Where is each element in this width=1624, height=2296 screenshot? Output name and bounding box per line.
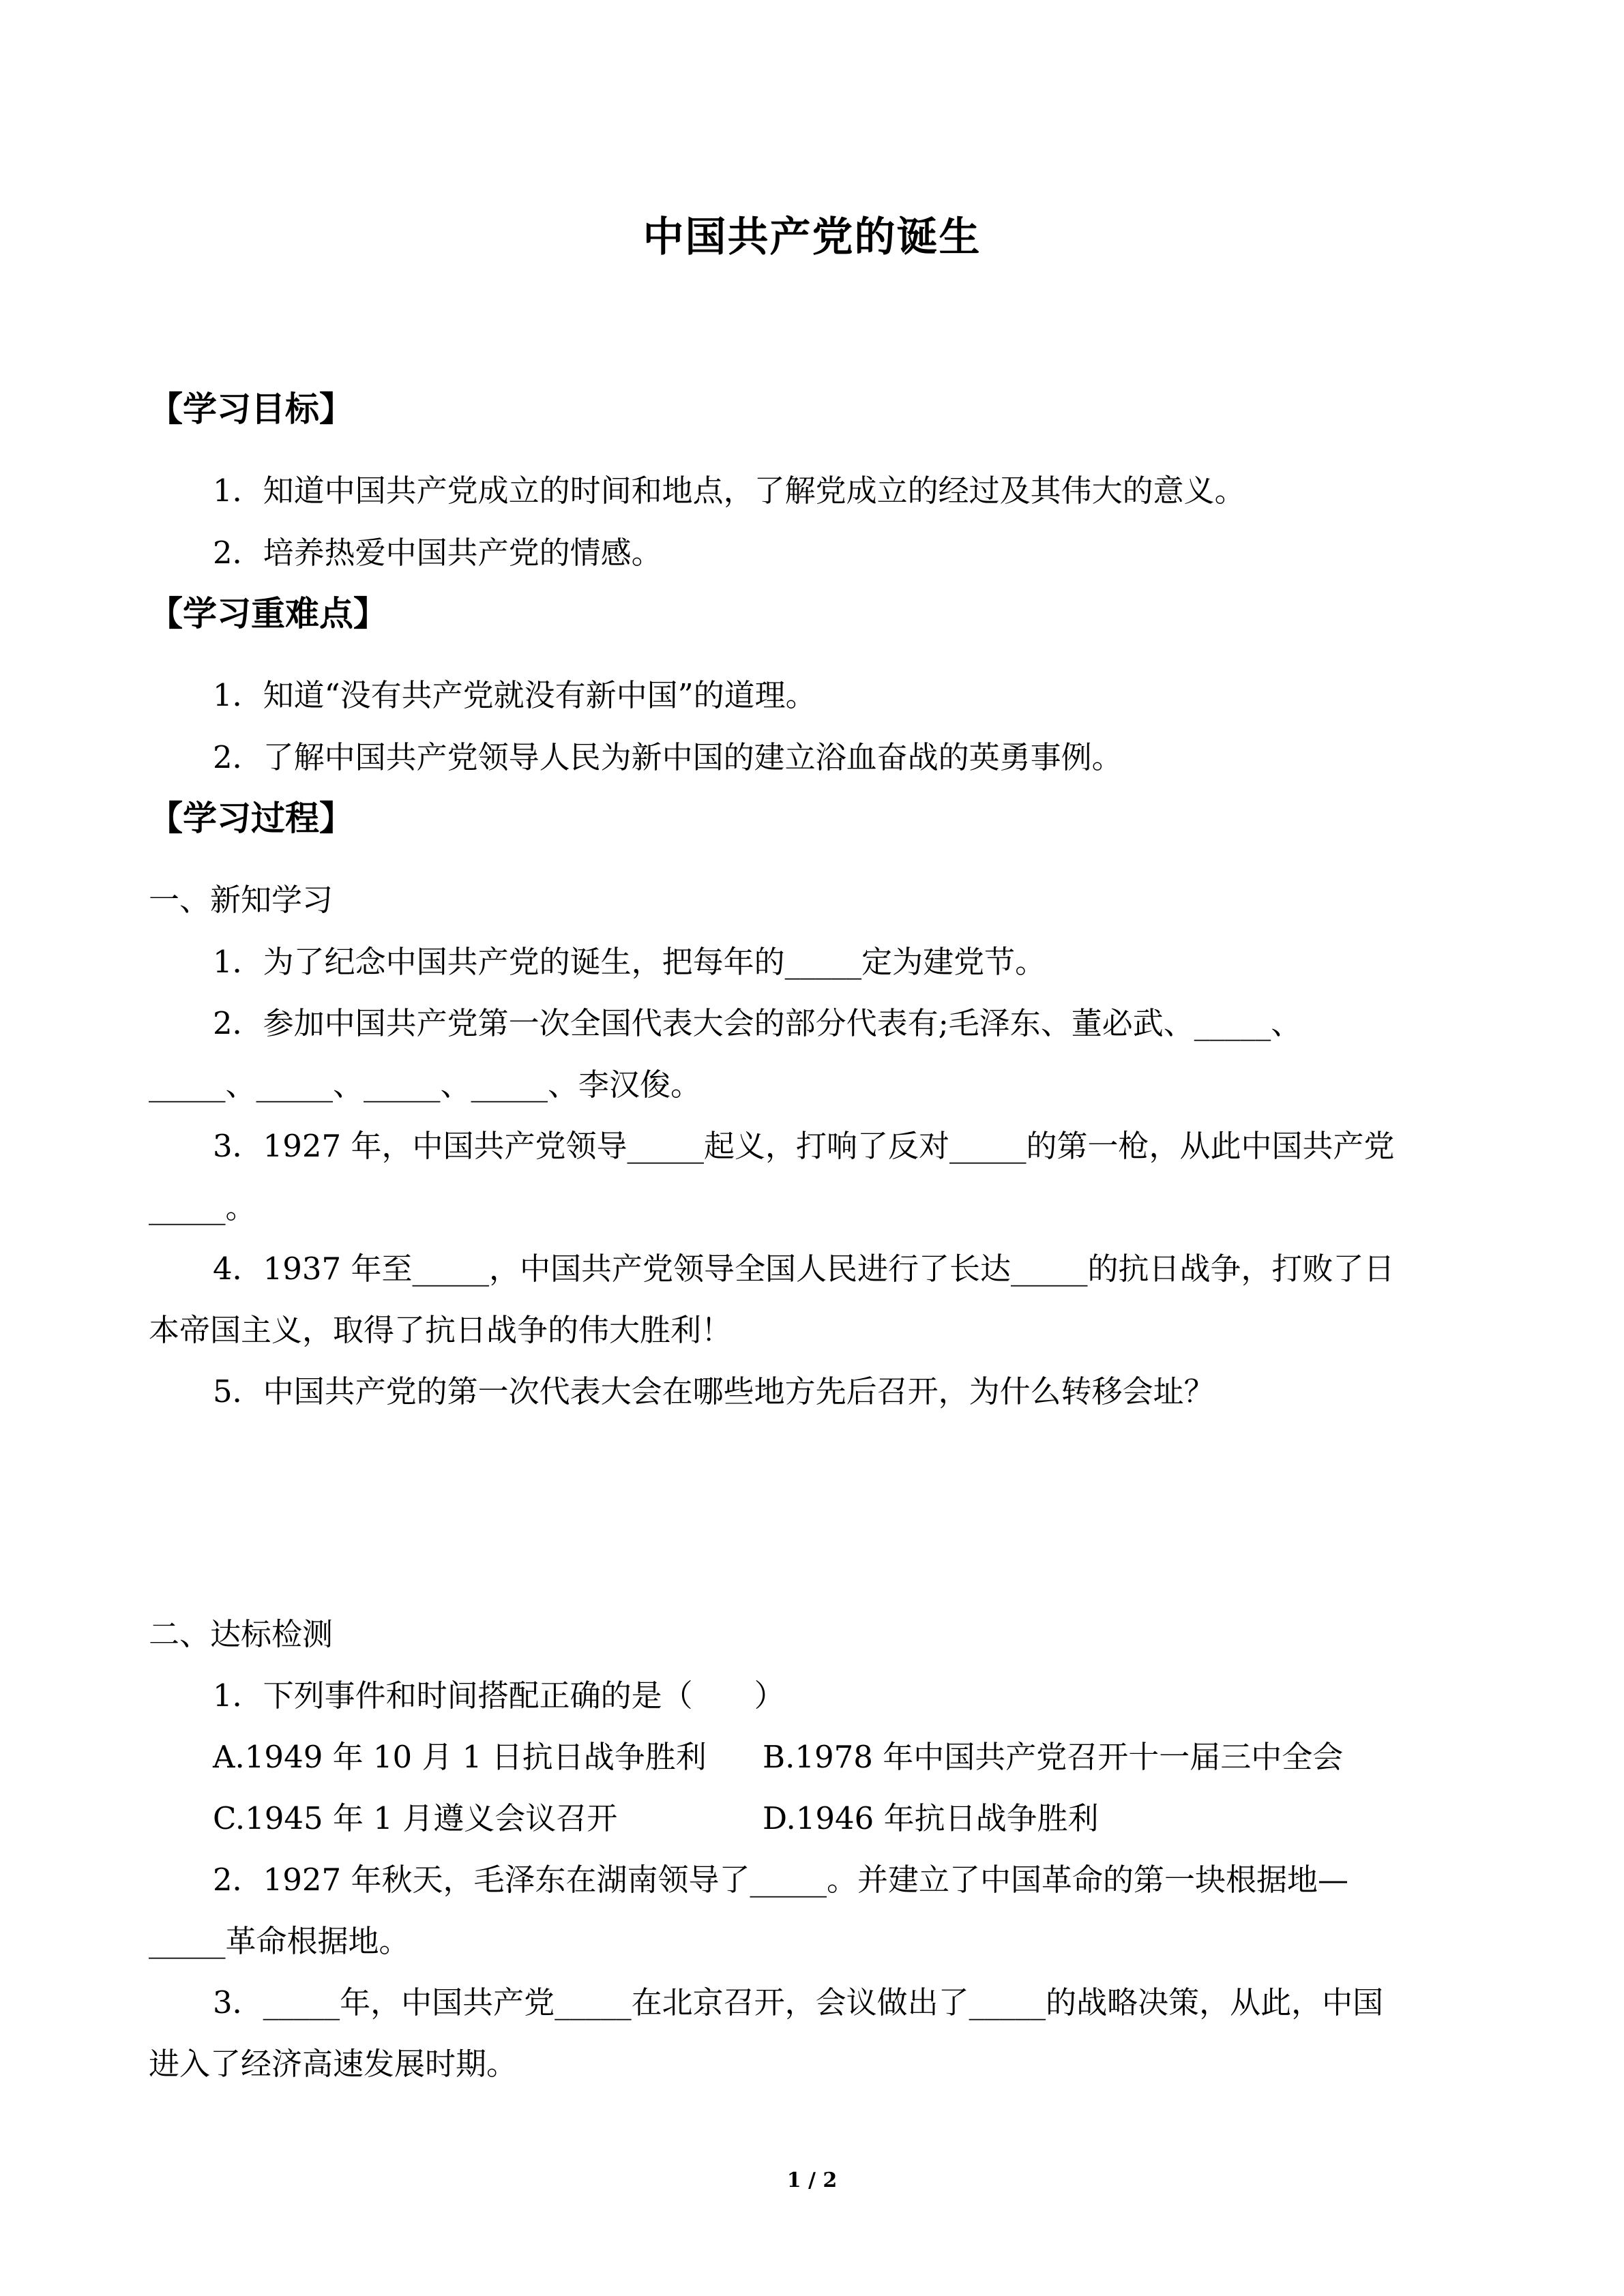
exercise-line: 2．参加中国共产党第一次全国代表大会的部分代表有;毛泽东、董必武、_____、 [213,1005,1302,1041]
key-point-item-2: 2．了解中国共产党领导人民为新中国的建立浴血奋战的英勇事例。 [213,739,1123,775]
goal-item-1: 1．知道中国共产党成立的时间和地点，了解党成立的经过及其伟大的意义。 [213,473,1245,509]
goal-item-2: 2．培养热爱中国共产党的情感。 [213,535,662,571]
exercise-line: 3．1927 年，中国共产党领导_____起义，打响了反对_____的第一枪，从此中国共产党 [213,1128,1395,1164]
key-point-item-1: 1．知道“没有共产党就没有新中国”的道理。 [213,677,816,713]
exercise-line: 进入了经济高速发展时期。 [149,2046,518,2082]
exercise-line: _____、_____、_____、_____、李汉俊。 [149,1067,702,1103]
section-heading-key-points: 【学习重难点】 [149,594,387,633]
page-number: 1 / 2 [786,2168,838,2192]
exercise-line: _____。 [149,1189,256,1225]
exercise-line: 3．_____年，中国共产党_____在北京召开，会议做出了_____的战略决策，从此，中国 [213,1984,1384,2021]
exercise-line: 本帝国主义，取得了抗日战争的伟大胜利！ [149,1312,733,1348]
document-title: 中国共产党的诞生 [643,213,981,261]
exercise-line: 4．1937 年至_____，中国共产党领导全国人民进行了长达_____的抗日战争，打败了日 [213,1251,1395,1287]
exercise-line: _____革命根据地。 [149,1923,410,1959]
subsection-heading-new-knowledge: 一、新知学习 [149,882,334,918]
option-c: C.1945 年 1 月遵义会议召开 [213,1800,618,1836]
exercise-line: 1．为了纪念中国共产党的诞生，把每年的_____定为建党节。 [213,944,1046,980]
option-d: D.1946 年抗日战争胜利 [763,1800,1099,1836]
option-b: B.1978 年中国共产党召开十一届三中全会 [763,1739,1344,1775]
section-heading-process: 【学习过程】 [149,799,353,838]
question-1: 1．下列事件和时间搭配正确的是（ ） [213,1678,785,1714]
subsection-heading-assessment: 二、达标检测 [149,1616,334,1652]
exercise-line: 5．中国共产党的第一次代表大会在哪些地方先后召开，为什么转移会址？ [213,1373,1215,1410]
section-heading-goals: 【学习目标】 [149,389,353,429]
option-a: A.1949 年 10 月 1 日抗日战争胜利 [213,1739,707,1775]
exercise-line: 2．1927 年秋天，毛泽东在湖南领导了_____。并建立了中国革命的第一块根据地— [213,1862,1348,1898]
